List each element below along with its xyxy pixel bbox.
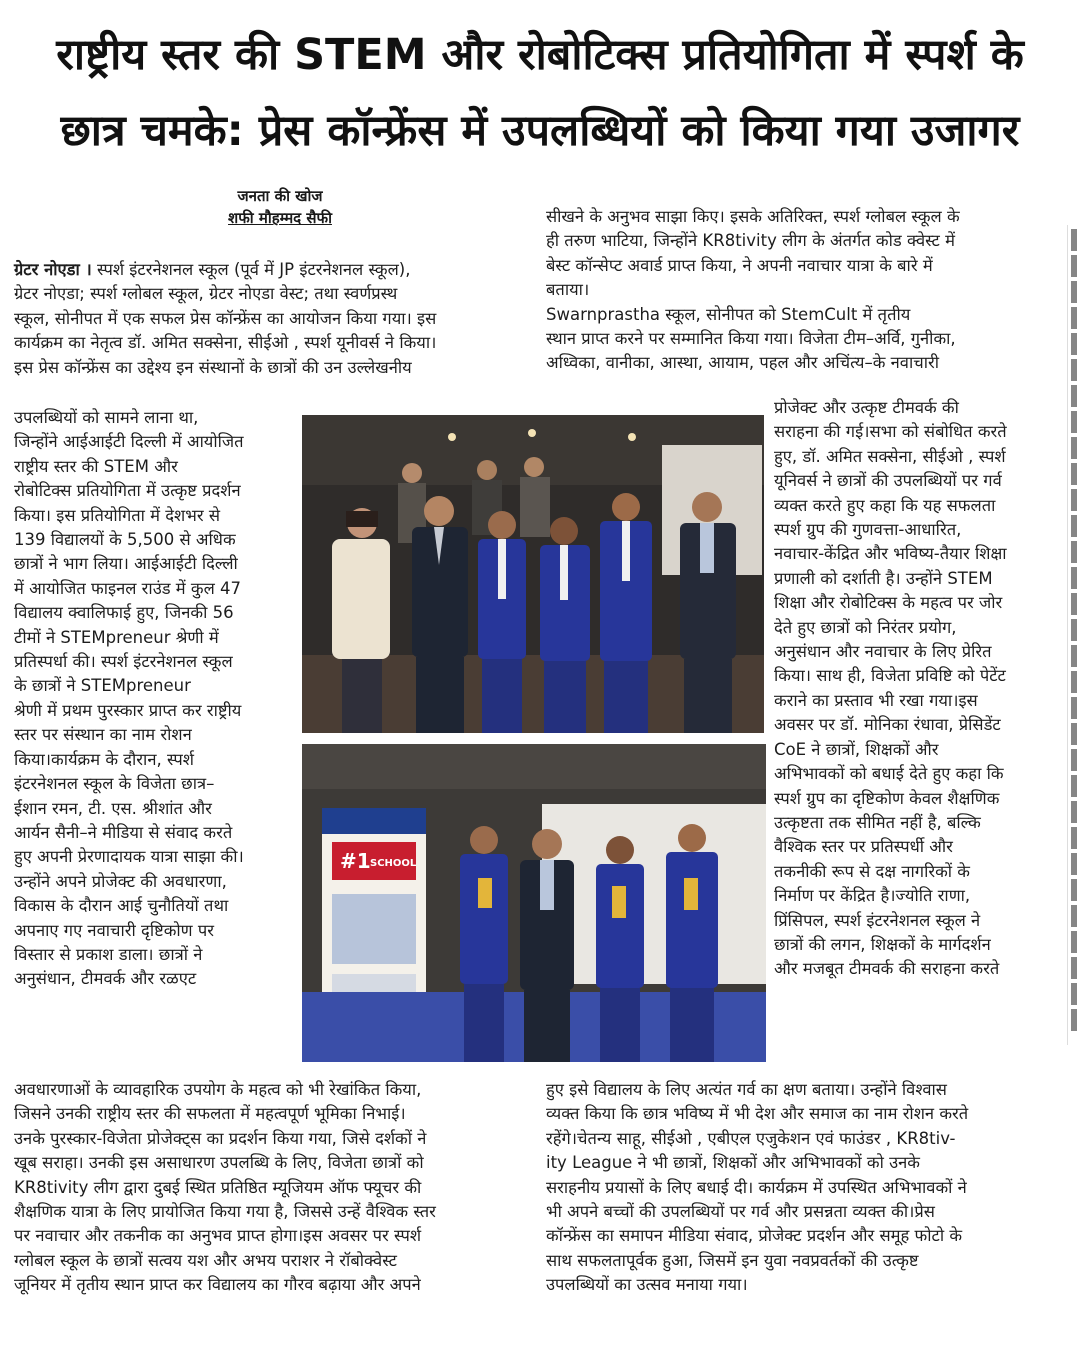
group-photo (302, 415, 764, 733)
text-line: अध्विका, वानीका, आस्था, आयाम, पहल और अचिंत्य–के नवाचारी (546, 353, 940, 373)
text-line: ग्रेटर नोएडा । स्पर्श इंटरनेशनल स्कूल (पूर्व में JP इंटरनेशनल स्कूल), (14, 260, 411, 279)
text-line: ईशान रमन, टी. एस. श्रीशांत और (14, 798, 212, 818)
text-line: वैश्विक स्तर पर प्रतिस्पर्धी और (774, 837, 953, 857)
text-line: विद्यालय क्वालिफाई हुए, जिनकी 56 (14, 603, 234, 623)
text-line: विस्तार से प्रकाश डाला। छात्रों ने (14, 944, 203, 964)
text-line: सराहना की गई।सभा को संबोधित करते (774, 422, 1007, 442)
left-narrow-text (14, 406, 294, 992)
poster-badge: #1 (340, 849, 371, 873)
trophy-photo-illustration (302, 744, 766, 1062)
text-line: भी अपने बच्चों की उपलब्धियों पर गर्व और प्रसन्नता व्यक्त की।प्रेस (546, 1202, 935, 1222)
text-line: सीखने के अनुभव साझा किए। इसके अतिरिक्त, स्पर्श ग्लोबल स्कूल के (546, 207, 960, 226)
text-line: हुए इसे विद्यालय के लिए अत्यंत गर्व का क्षण बताया। उन्होंने विश्वास (546, 1080, 947, 1099)
text-line: खूब सराहा। उनकी इस असाधारण उपलब्धि के लिए, विजेता छात्रों को (14, 1153, 424, 1173)
text-line: स्कूल, सोनीपत में एक सफल प्रेस कॉन्फ्रेंस का आयोजन किया गया। इस (14, 308, 437, 328)
text-line: किया।कार्यक्रम के दौरान, स्पर्श (14, 749, 194, 769)
text-line: छात्रों ने भाग लिया। आईआईटी दिल्ली (14, 554, 238, 574)
text-line: उन्होंने अपने प्रोजेक्ट की अवधारणा, (14, 871, 227, 891)
text-line: ही तरुण भाटिया, जिन्होंने KR8tivity लीग के अंतर्गत कोड क्वेस्ट में (546, 231, 955, 251)
poster-word: SCHOOL (370, 858, 417, 869)
text-line: नवाचार-केंद्रित और भविष्य-तैयार शिक्षा (774, 544, 1007, 564)
text-line: सराहनीय प्रयासों के लिए बधाई दी। कार्यक्रम में उपस्थित अभिभावकों ने (546, 1177, 967, 1197)
text-line: कॉन्फ्रेंस का समापन मीडिया संवाद, प्रोजेक्ट प्रदर्शन और समूह फोटो के (546, 1226, 963, 1246)
trophy-photo (302, 744, 766, 1062)
headline-line-2: छात्र चमके: प्रेस कॉन्फ्रेंस में उपलब्धियों को किया गया उजागर (60, 106, 1020, 156)
text-line: 139 विद्यालयों के 5,500 से अधिक (14, 530, 236, 550)
text-line: निर्माण पर केंद्रित है।ज्योति राणा, (774, 886, 971, 906)
right-top-text (546, 205, 1054, 376)
text-line: और मजबूत टीमवर्क की सराहना करते (774, 959, 1000, 979)
text-line: श्रेणी में प्रथम पुरस्कार प्राप्त कर राष्ट्रीय (14, 700, 242, 720)
text-line: में आयोजित फाइनल राउंड में कुल 47 (14, 578, 242, 598)
byline-author: शफी मौहम्मद सैफी (228, 209, 332, 227)
text-line: टीमों ने STEMpreneur श्रेणी में (14, 627, 219, 647)
text-line: पर नवाचार और तकनीक का अनुभव प्राप्त होगा।इस अवसर पर स्पर्श (14, 1226, 422, 1246)
text-line: तकनीकी रूप से दक्ष नागरिकों के (774, 861, 970, 881)
text-line: जूनियर में तृतीय स्थान प्राप्त कर विद्यालय का गौरव बढ़ाया और अपने (14, 1275, 421, 1295)
text-line: हुए अपनी प्रेरणादायक यात्रा साझा की। (14, 847, 244, 867)
text-line: रोबोटिक्स प्रतियोगिता में उत्कृष्ट प्रदर्शन (14, 481, 241, 501)
text-line: इंटरनेशनल स्कूल के विजेता छात्र– (14, 774, 215, 794)
adjacent-column-edge (1067, 225, 1080, 1045)
text-line: उनके पुरस्कार-विजेता प्रोजेक्ट्स का प्रदर्शन किया गया, जिसे दर्शकों ने (14, 1128, 427, 1148)
text-line: शैक्षणिक यात्रा के लिए प्रायोजित किया गया है, जिससे उन्हें वैश्विक स्तर (14, 1202, 436, 1222)
text-line: CoE ने छात्रों, शिक्षकों और (774, 739, 939, 759)
text-line: व्यक्त करते हुए कहा कि यह सफलता (774, 495, 996, 515)
right-bottom-text (546, 1078, 1054, 1298)
text-line: स्तर पर संस्थान का नाम रोशन (14, 725, 192, 745)
text-line: उत्कृष्टता तक सीमित नहीं है, बल्कि (774, 812, 981, 832)
left-top-paragraph (14, 258, 524, 380)
text-line: जिन्होंने आईआईटी दिल्ली में आयोजित (14, 432, 244, 452)
text-line: अनुसंधान, टीमवर्क और रळएट (14, 969, 197, 989)
text-line: विकास के दौरान आई चुनौतियों तथा (14, 896, 229, 916)
text-line: अवसर पर डॉ. मोनिका रंधावा, प्रेसिडेंट (774, 715, 1001, 735)
text-line: ग्रेटर नोएडा; स्पर्श ग्लोबल स्कूल, ग्रेटर नोएडा वेस्ट; तथा स्वर्णप्रस्थ (14, 284, 398, 304)
text-line: बेस्ट कॉन्सेप्ट अवार्ड प्राप्त किया, ने अपनी नवाचार यात्रा के बारे में (546, 255, 933, 275)
text-line: ity League ने भी छात्रों, शिक्षकों और अभिभावकों को उनके (546, 1153, 920, 1173)
text-line: आर्यन सैनी–ने मीडिया से संवाद करते (14, 822, 233, 842)
text-line: किया। साथ ही, विजेता प्रविष्टि को पेटेंट (774, 666, 1006, 686)
text-line: प्रणाली को दर्शाती है। उन्होंने STEM (774, 568, 993, 588)
text-line: हुए, डॉ. अमित सक्सेना, सीईओ , स्पर्श (774, 446, 1006, 466)
text-line: स्थान प्राप्त करने पर सम्मानित किया गया। विजेता टीम–अर्वि, गुनीका, (546, 329, 956, 349)
text-line: यूनिवर्स ने छात्रों की उपलब्धियों पर गर्व (774, 471, 1002, 491)
text-line: कराने का प्रस्ताव भी रखा गया।इस (774, 690, 978, 710)
text-line: इस प्रेस कॉन्फ्रेंस का उद्देश्य इन संस्थानों के छात्रों की उन उल्लेखनीय (14, 357, 412, 377)
text-line: के छात्रों ने STEMpreneur (14, 676, 191, 696)
text-line: छात्रों की लगन, शिक्षकों के मार्गदर्शन (774, 934, 991, 954)
text-line: KR8tivity लीग द्वारा दुबई स्थित प्रतिष्ठित म्यूजियम ऑफ फ्यूचर की (14, 1177, 422, 1197)
text-line: राष्ट्रीय स्तर की STEM और (14, 456, 178, 476)
text-line: प्रतिस्पर्धा की। स्पर्श इंटरनेशनल स्कूल (14, 652, 233, 672)
text-line: उपलब्धियों का उत्सव मनाया गया। (546, 1275, 748, 1295)
group-photo-illustration (302, 415, 764, 733)
text-line: प्रिंसिपल, स्पर्श इंटरनेशनल स्कूल ने (774, 910, 981, 930)
text-line: अनुसंधान और नवाचार के लिए प्रेरित (774, 642, 992, 662)
text-line: शिक्षा और रोबोटिक्स के महत्व पर जोर (774, 593, 1003, 613)
text-line: Swarnprastha स्कूल, सोनीपत को StemCult में तृतीय (546, 304, 911, 324)
text-line: अभिभावकों को बधाई देते हुए कहा कि (774, 764, 1004, 784)
headline-line-1: राष्ट्रीय स्तर की STEM और रोबोटिक्स प्रतियोगिता में स्पर्श के (56, 30, 1024, 80)
left-bottom-text (14, 1078, 524, 1298)
text-line: जिसने उनकी राष्ट्रीय स्तर की सफलता में महत्वपूर्ण भूमिका निभाई। (14, 1104, 406, 1124)
text-line: उपलब्धियों को सामने लाना था, (14, 408, 199, 427)
text-line: बताया। (546, 280, 590, 300)
text-line: किया। इस प्रतियोगिता में देशभर से (14, 505, 221, 525)
text-line: साथ सफलतापूर्वक हुआ, जिसमें इन युवा नवप्रवर्तकों की उत्कृष्ट (546, 1250, 919, 1270)
text-line: कार्यक्रम का नेतृत्व डॉ. अमित सक्सेना, सीईओ , स्पर्श यूनीवर्स ने किया। (14, 333, 437, 353)
text-line: व्यक्त किया कि छात्र भविष्य में भी देश और समाज का नाम रोशन करते (546, 1104, 969, 1124)
text-line: प्रोजेक्ट और उत्कृष्ट टीमवर्क की (774, 398, 959, 417)
byline-source: जनता की खोज (237, 187, 323, 205)
right-narrow-text (774, 396, 1054, 982)
text-line: स्पर्श ग्रुप की गुणवत्ता-आधारित, (774, 520, 962, 540)
text-line: ग्लोबल स्कूल के छात्रों सत्वय यश और अभय पराशर ने रॉबोक्वेस्ट (14, 1250, 397, 1270)
text-line: अपनाए गए नवाचारी दृष्टिकोण पर (14, 920, 214, 940)
text-line: अवधारणाओं के व्यावहारिक उपयोग के महत्व को भी रेखांकित किया, (14, 1080, 422, 1099)
text-line: रहेंगे।चेतन्य साहू, सीईओ , एबीएल एजुकेशन एवं फाउंडर , KR8tiv- (546, 1128, 956, 1148)
dateline: ग्रेटर नोएडा । (14, 260, 92, 279)
text-line: देते हुए छात्रों को निरंतर प्रयोग, (774, 617, 957, 637)
text-line: स्पर्श ग्रुप का दृष्टिकोण केवल शैक्षणिक (774, 788, 1000, 808)
